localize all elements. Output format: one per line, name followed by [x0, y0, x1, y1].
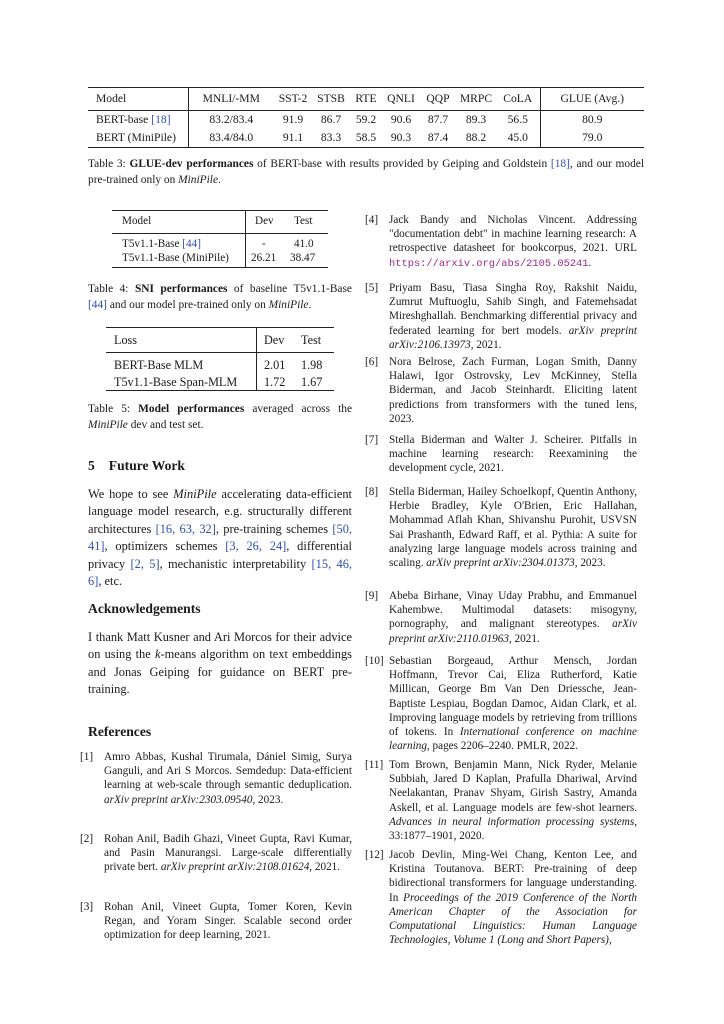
table-cell: 91.1 [282, 131, 304, 144]
table-4-model: T5v1.1-Base [44] [122, 238, 201, 250]
table-cell: 83.3 [320, 131, 342, 144]
table-cell: 58.5 [355, 131, 377, 144]
table-3-model: BERT (MiniPile) [96, 131, 176, 144]
table-5-header: Dev [264, 333, 285, 347]
table-3-header: MNLI/-MM [188, 88, 274, 110]
table-cell: 83.4/84.0 [188, 129, 274, 147]
table-cell: 91.9 [282, 113, 304, 126]
reference-item: [8] Stella Biderman, Hailey Schoelkopf, Quentin Anthony, Herbie Bradley, Kyle O'Brien, Eric Hallahan, Mohammad Aflah Khan, Shivanshu Purohit, USVSN Sai Prashanth, Edward Raff, et al. Pythia: A suite for analyzing large language models across training and scaling. arXiv preprint arXiv:2304.01373, 2023. [365, 486, 637, 570]
table-cell: 59.2 [355, 113, 377, 126]
reference-item: [5] Priyam Basu, Tiasa Singha Roy, Rakshit Naidu, Zumrut Muftuoglu, Sahib Singh, and Fatemehsadat Mireshghallah. Benchmarking differential privacy and federated learning for bert models. arXiv preprint arXiv:2106.13973, 2021. [365, 282, 637, 351]
table-3-model: BERT-base [18] [96, 113, 171, 126]
table-3-header-row [88, 88, 644, 110]
reference-item: [7] Stella Biderman and Walter J. Scheirer. Pitfalls in machine learning research: Reexamining the development cycle, 2021. [365, 434, 637, 475]
table-4-header: Test [294, 215, 313, 227]
table-row [88, 129, 644, 147]
table-5-caption: Table 5: Model performances averaged across the MiniPile dev and test set. [88, 403, 353, 431]
table-cell: 79.0 [540, 129, 644, 147]
table-cell: 83.2/83.4 [188, 110, 274, 129]
table-5-header: Test [301, 333, 322, 347]
reference-item: [4] Jack Bandy and Nicholas Vincent. Addressing "documentation debt" in machine learning research: A retrospective datasheet for bookcorpus, 2021. URL https://arxiv.org/abs/2105.05241. [365, 214, 637, 270]
table-5-header: Loss [114, 333, 138, 347]
table-cell: 80.9 [540, 110, 644, 129]
table-cell: 38.47 [290, 252, 316, 264]
table-row [88, 110, 644, 129]
table-cell: 86.7 [320, 113, 342, 126]
table-3-header: RTE [355, 92, 377, 106]
table-cell: 1.72 [264, 375, 286, 389]
reference-item: [3] Rohan Anil, Vineet Gupta, Tomer Koren, Kevin Regan, and Yoram Singer. Scalable second order optimization for deep learning, 2021. [80, 901, 352, 942]
table-4-caption: Table 4: SNI performances of baseline T5v1.1-Base [44] and our model pre-trained only on MiniPile. [88, 283, 352, 311]
table-4-model: T5v1.1-Base (MiniPile) [122, 252, 229, 264]
table-cell: 26.21 [251, 252, 277, 264]
section-heading-acknowledgements: Acknowledgements [88, 601, 201, 616]
reference-item: [9] Abeba Birhane, Vinay Uday Prabhu, and Emmanuel Kahembwe. Multimodal datasets: misogyny, pornography, and malignant stereotypes. arXiv preprint arXiv:2110.01963, 2021. [365, 590, 637, 645]
table-cell: - [262, 238, 266, 250]
table-cell: 90.6 [390, 113, 412, 126]
table-cell: 88.2 [465, 131, 487, 144]
table-4 [112, 211, 328, 266]
table-cell: 56.5 [507, 113, 528, 126]
table-cell: 1.98 [301, 358, 323, 372]
table-3-header: SST-2 [278, 92, 308, 106]
table-cell: 2.01 [264, 358, 286, 372]
reference-item: [2] Rohan Anil, Badih Ghazi, Vineet Gupta, Ravi Kumar, and Pasin Manurangsi. Large-scale differentially private bert. arXiv preprint arXiv:2108.01624, 2021. [80, 833, 352, 874]
table-4-header: Dev [255, 215, 274, 227]
section-heading-future-work: 5 Future Work [88, 458, 185, 473]
reference-item: [10] Sebastian Borgeaud, Arthur Mensch, Jordan Hoffmann, Trevor Cai, Eliza Rutherford, Katie Millican, George Bm Van Den Driessche, Jean-Baptiste Lespiau, Bogdan Damoc, Aidan Clark, et al. Improving language models by retrieving from trillions of tokens. In International conference on machine learning, pages 2206–2240. PMLR, 2022. [365, 655, 637, 753]
table-3-header: QNLI [387, 92, 415, 106]
table-cell: 87.7 [427, 113, 449, 126]
table-cell: 41.0 [294, 238, 314, 250]
table-3-header: STSB [317, 92, 345, 106]
table-5-loss: BERT-Base MLM [114, 358, 204, 372]
reference-item: [11] Tom Brown, Benjamin Mann, Nick Ryder, Melanie Subbiah, Jared D Kaplan, Prafulla Dhariwal, Arvind Neelakantan, Pranav Shyam, Girish Sastry, Amanda Askell, et al. Language models are few-shot learners. Advances in neural information processing systems, 33:1877–1901, 2020. [365, 759, 637, 843]
table-cell: 89.3 [465, 113, 487, 126]
table-3 [88, 88, 644, 147]
table-3-header: QQP [426, 92, 450, 106]
section-heading-references: References [88, 724, 152, 739]
table-3-header: MRPC [459, 92, 493, 106]
table-4-header: Model [122, 215, 152, 227]
table-3-header: GLUE (Avg.) [540, 88, 644, 110]
table-cell: 90.3 [390, 131, 412, 144]
table-5 [106, 328, 334, 391]
table-3-header: CoLA [503, 92, 533, 106]
table-cell: 45.0 [507, 131, 528, 144]
reference-item: [6] Nora Belrose, Zach Furman, Logan Smith, Danny Halawi, Igor Ostrovsky, Lev McKinney, Stella Biderman, and Jacob Steinhardt. Eliciting latent predictions from transformers with the tuned lens, 2023. [365, 356, 637, 425]
table-cell: 1.67 [301, 375, 323, 389]
reference-item: [12] Jacob Devlin, Ming-Wei Chang, Kenton Lee, and Kristina Toutanova. BERT: Pre-training of deep bidirectional transformers for language understanding. In Proceedings of the 2019 Conference of the North American Chapter of the Association for Computational Linguistics: Human Language Technologies, Volume 1 (Long and Short Papers), [365, 849, 637, 947]
table-3-header: Model [96, 92, 127, 106]
acknowledgements-paragraph: I thank Matt Kusner and Ari Morcos for their advice on using the k-means algorithm on text embeddings and Jonas Geiping for guidance on BERT pre-training. [88, 630, 353, 697]
table-cell: 87.4 [427, 131, 449, 144]
reference-item: [1] Amro Abbas, Kushal Tirumala, Dániel Simig, Surya Ganguli, and Ari S Morcos. Semdedup: Data-efficient learning at web-scale through semantic deduplication. arXiv preprint arXiv:2303.09540, 2023. [80, 751, 352, 806]
table-3-caption: Table 3: GLUE-dev performances of BERT-base with results provided by Geiping and Goldstein [18], and our model pre-trained only on MiniPile. [88, 158, 645, 186]
table-5-loss: T5v1.1-Base Span-MLM [114, 375, 238, 389]
future-work-paragraph: We hope to see MiniPile accelerating data-efficient language model research, e.g. structurally different architectures [16, 63, 32], pre-training schemes [50, 41], optimizers schemes [3, 26, 24], differential privacy [2, 5], mechanistic interpretability [15, 46, 6], etc. [88, 487, 352, 589]
